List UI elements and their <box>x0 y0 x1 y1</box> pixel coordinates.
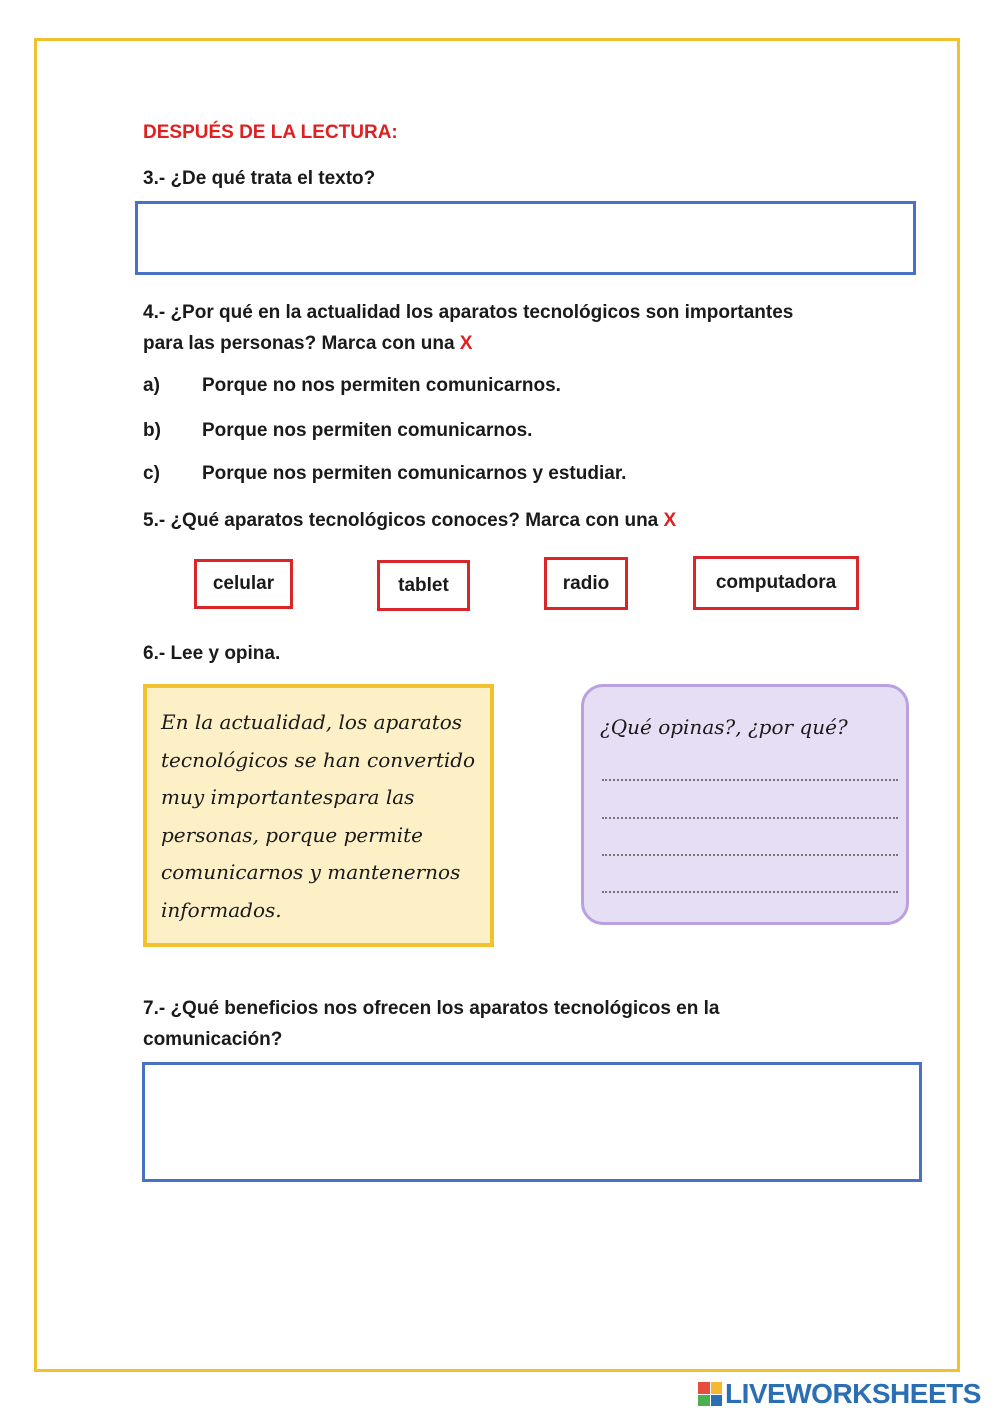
reading-line: En la actualidad, los aparatos <box>161 710 463 734</box>
question-6: 6.- Lee y opina. <box>143 643 281 664</box>
reading-box <box>143 684 494 947</box>
opinion-prompt: ¿Qué opinas?, ¿por qué? <box>600 715 848 739</box>
opinion-box[interactable] <box>581 684 909 925</box>
question-7 <box>143 993 719 1055</box>
q7-answer-box[interactable] <box>142 1062 922 1182</box>
logo-text: LIVEWORKSHEETS <box>725 1378 981 1409</box>
option-text: Porque nos permiten comunicarnos y estudiar. <box>202 463 627 484</box>
option-b[interactable] <box>143 420 843 444</box>
liveworksheets-logo <box>698 1379 981 1409</box>
x-mark: X <box>459 333 473 354</box>
device-computadora[interactable]: computadora <box>693 556 859 610</box>
logo-icon <box>698 1382 722 1406</box>
reading-line: informados. <box>161 897 282 922</box>
question-5: 5.- ¿Qué aparatos tecnológicos conoces? Marca con una X <box>143 510 677 531</box>
question-4 <box>143 297 793 359</box>
writing-line[interactable] <box>602 817 898 819</box>
option-letter: a) <box>143 375 160 396</box>
reading-line: personas, porque permite <box>161 822 424 847</box>
question-4-line2: para las personas? Marca con una X <box>143 333 473 354</box>
device-radio[interactable]: radio <box>544 557 628 610</box>
option-letter: b) <box>143 420 161 441</box>
device-tablet[interactable]: tablet <box>377 560 470 611</box>
option-a[interactable] <box>143 375 843 399</box>
writing-line[interactable] <box>602 779 898 781</box>
question-3: 3.- ¿De qué trata el texto? <box>143 168 376 189</box>
option-text: Porque no nos permiten comunicarnos. <box>202 375 561 396</box>
reading-line: muy importantespara las <box>161 785 415 809</box>
x-mark: X <box>663 510 677 531</box>
device-celular[interactable]: celular <box>194 559 293 609</box>
option-c[interactable] <box>143 463 843 487</box>
question-7-line2: comunicación? <box>143 1029 283 1050</box>
question-4-line1: 4.- ¿Por qué en la actualidad los aparatos tecnológicos son importantes <box>143 302 794 323</box>
writing-line[interactable] <box>602 891 898 893</box>
question-7-line1: 7.- ¿Qué beneficios nos ofrecen los aparatos tecnológicos en la <box>143 998 720 1019</box>
writing-line[interactable] <box>602 854 898 856</box>
option-letter: c) <box>143 463 160 484</box>
section-heading: DESPUÉS DE LA LECTURA: <box>143 122 398 143</box>
reading-line: tecnológicos se han convertido <box>161 747 476 772</box>
option-text: Porque nos permiten comunicarnos. <box>202 420 533 441</box>
reading-line: comunicarnos y mantenernos <box>161 860 461 884</box>
q3-answer-box[interactable] <box>135 201 916 275</box>
